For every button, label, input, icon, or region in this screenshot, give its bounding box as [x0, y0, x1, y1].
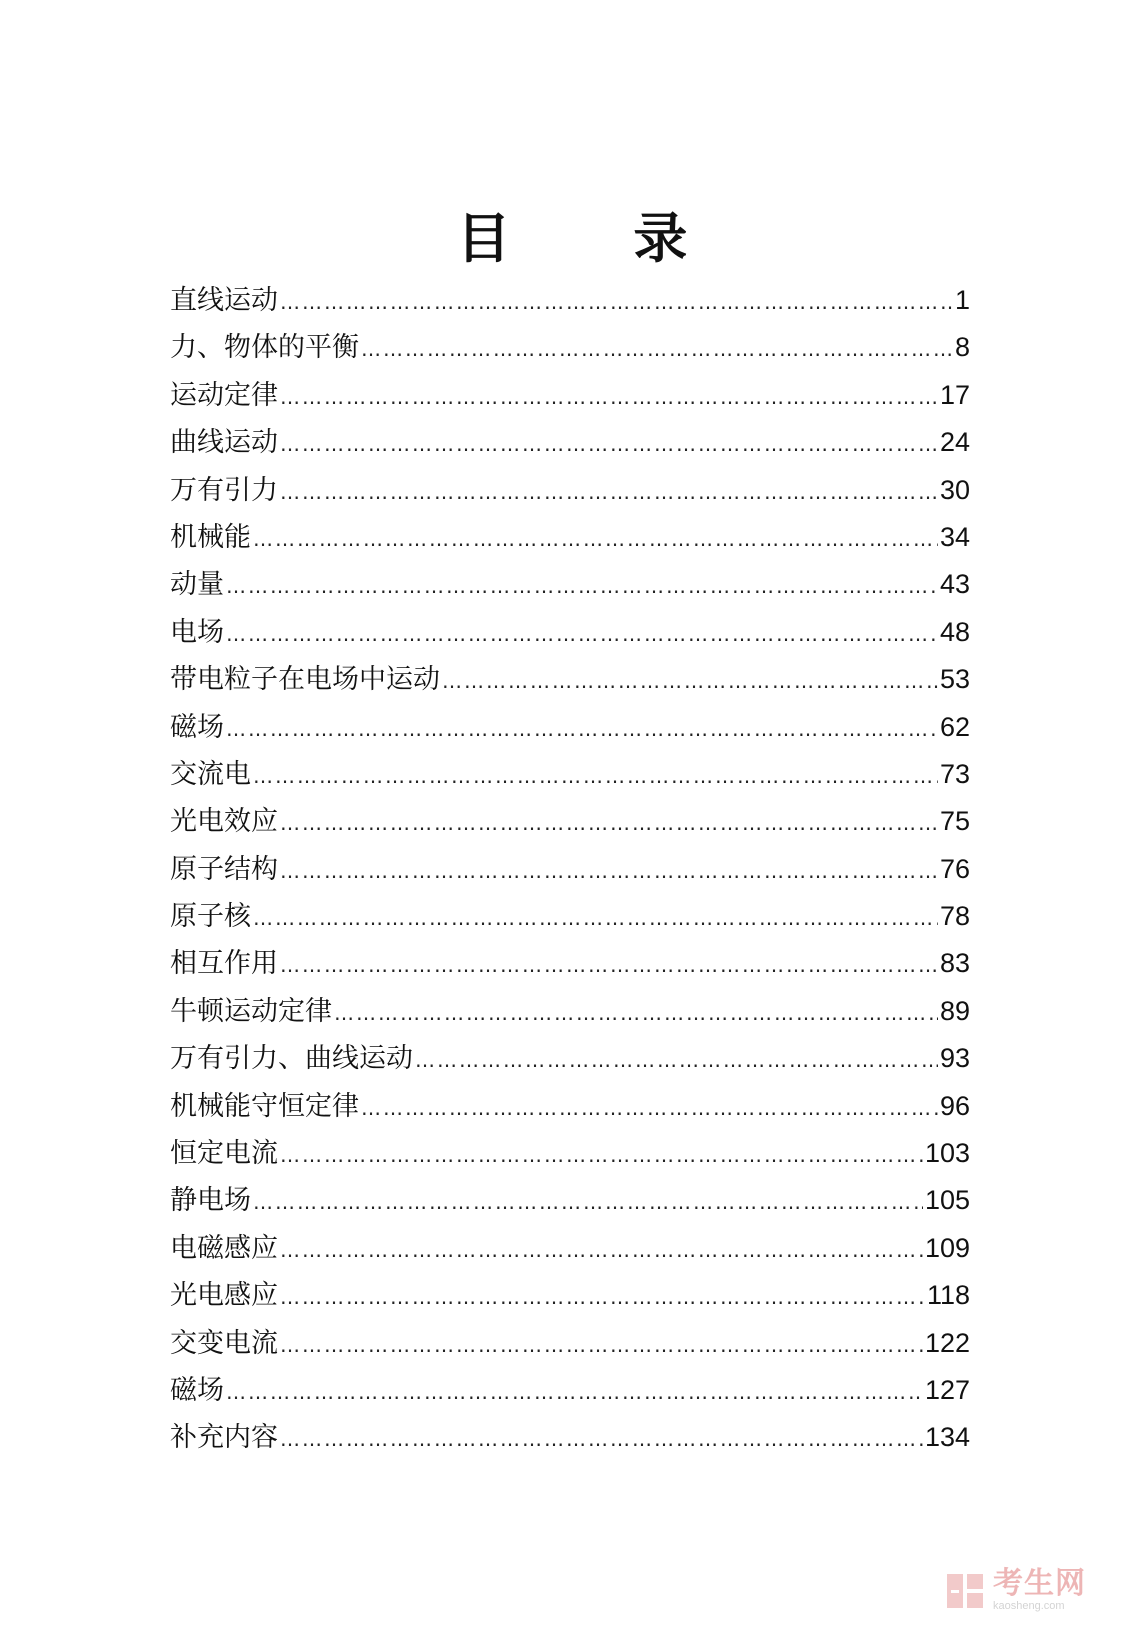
toc-entry-page: 83: [939, 948, 970, 979]
watermark: [945, 1566, 1086, 1612]
table-of-contents: [170, 283, 970, 1468]
toc-entry-label: 光电感应: [170, 1280, 278, 1312]
toc-entry[interactable]: [170, 1089, 970, 1136]
toc-entry-page: 43: [939, 569, 970, 600]
toc-entry[interactable]: [170, 1278, 970, 1325]
toc-entry-label: 交变电流: [170, 1327, 278, 1359]
toc-entry-label: 动量: [170, 569, 224, 601]
toc-leader-dots: [280, 1138, 923, 1172]
toc-entry[interactable]: [170, 804, 970, 851]
toc-entry[interactable]: [170, 567, 970, 614]
toc-entry-page: 48: [939, 616, 970, 647]
toc-entry-label: 磁场: [170, 1374, 224, 1406]
toc-leader-dots: [280, 854, 938, 888]
toc-entry-label: 原子核: [170, 901, 251, 933]
toc-entry-label: 运动定律: [170, 379, 278, 411]
toc-leader-dots: [415, 1043, 938, 1077]
toc-entry-label: 曲线运动: [170, 427, 278, 459]
toc-entry[interactable]: [170, 330, 970, 377]
toc-leader-dots: [442, 664, 938, 698]
toc-leader-dots: [226, 569, 938, 603]
toc-entry-page: 62: [939, 711, 970, 742]
toc-entry[interactable]: [170, 1420, 970, 1467]
toc-entry-page: 75: [939, 806, 970, 837]
toc-entry-page: 17: [939, 379, 970, 410]
toc-entry[interactable]: [170, 1041, 970, 1088]
toc-leader-dots: [226, 617, 938, 651]
toc-entry-label: 万有引力、曲线运动: [170, 1043, 413, 1075]
toc-entry[interactable]: [170, 283, 970, 330]
toc-entry[interactable]: [170, 757, 970, 804]
toc-leader-dots: [334, 996, 938, 1030]
toc-entry-label: 光电效应: [170, 806, 278, 838]
toc-entry-label: 磁场: [170, 711, 224, 743]
toc-leader-dots: [280, 1422, 923, 1456]
toc-leader-dots: [253, 759, 938, 793]
toc-entry[interactable]: [170, 710, 970, 757]
toc-entry[interactable]: [170, 899, 970, 946]
toc-entry-page: 103: [924, 1138, 970, 1169]
toc-entry-label: 万有引力: [170, 474, 278, 506]
toc-entry-label: 原子结构: [170, 853, 278, 885]
toc-entry-label: 带电粒子在电场中运动: [170, 664, 440, 696]
toc-entry[interactable]: [170, 852, 970, 899]
toc-entry-page: 127: [924, 1374, 970, 1405]
toc-leader-dots: [253, 522, 938, 556]
toc-entry-page: 34: [939, 521, 970, 552]
toc-entry-label: 电磁感应: [170, 1232, 278, 1264]
toc-entry-label: 电场: [170, 616, 224, 648]
watermark-domain: kaosheng.com: [993, 1600, 1065, 1612]
toc-entry[interactable]: [170, 994, 970, 1041]
toc-leader-dots: [280, 1280, 925, 1314]
toc-entry-label: 牛顿运动定律: [170, 995, 332, 1027]
toc-entry-page: 53: [939, 664, 970, 695]
toc-leader-dots: [280, 475, 938, 509]
toc-entry[interactable]: [170, 1373, 970, 1420]
toc-entry[interactable]: [170, 1136, 970, 1183]
toc-leader-dots: [253, 1185, 923, 1219]
toc-leader-dots: [280, 806, 938, 840]
toc-entry-page: 78: [939, 901, 970, 932]
toc-entry[interactable]: [170, 378, 970, 425]
toc-entry-label: 相互作用: [170, 948, 278, 980]
kaosheng-logo-icon: [945, 1570, 987, 1612]
toc-leader-dots: [226, 1375, 923, 1409]
toc-entry-label: 力、物体的平衡: [170, 332, 359, 364]
toc-leader-dots: [226, 712, 938, 746]
toc-entry-page: 30: [939, 474, 970, 505]
toc-entry-page: 93: [939, 1043, 970, 1074]
toc-entry-label: 交流电: [170, 758, 251, 790]
toc-entry-page: 89: [939, 995, 970, 1026]
toc-entry-label: 直线运动: [170, 285, 278, 316]
toc-entry-page: 1: [954, 285, 970, 315]
toc-entry[interactable]: [170, 425, 970, 472]
toc-entry-label: 恒定电流: [170, 1138, 278, 1170]
watermark-name: 考生网: [993, 1566, 1086, 1601]
toc-entry[interactable]: [170, 520, 970, 567]
toc-leader-dots: [280, 1233, 923, 1267]
toc-entry-page: 96: [939, 1090, 970, 1121]
toc-entry[interactable]: [170, 1183, 970, 1230]
toc-entry-page: 109: [924, 1232, 970, 1263]
toc-entry-page: 73: [939, 758, 970, 789]
toc-entry-page: 8: [954, 332, 970, 363]
toc-leader-dots: [361, 1091, 938, 1125]
toc-entry-page: 105: [924, 1185, 970, 1216]
toc-entry[interactable]: [170, 615, 970, 662]
toc-leader-dots: [361, 332, 953, 366]
toc-entry[interactable]: [170, 662, 970, 709]
toc-entry-label: 补充内容: [170, 1422, 278, 1454]
toc-entry[interactable]: [170, 1231, 970, 1278]
toc-entry[interactable]: [170, 473, 970, 520]
toc-entry[interactable]: [170, 946, 970, 993]
toc-leader-dots: [280, 285, 953, 319]
toc-leader-dots: [253, 901, 938, 935]
toc-entry[interactable]: [170, 1326, 970, 1373]
toc-entry-label: 机械能: [170, 521, 251, 553]
toc-entry-page: 122: [924, 1327, 970, 1358]
toc-entry-label: 机械能守恒定律: [170, 1090, 359, 1122]
toc-leader-dots: [280, 427, 938, 461]
toc-leader-dots: [280, 380, 938, 414]
toc-entry-page: 24: [939, 427, 970, 458]
toc-entry-label: 静电场: [170, 1185, 251, 1217]
toc-entry-page: 118: [926, 1280, 970, 1311]
page-title: 目 录: [456, 207, 740, 271]
toc-leader-dots: [280, 948, 938, 982]
toc-entry-page: 76: [939, 853, 970, 884]
toc-leader-dots: [280, 1328, 923, 1362]
toc-entry-page: 134: [924, 1422, 970, 1453]
